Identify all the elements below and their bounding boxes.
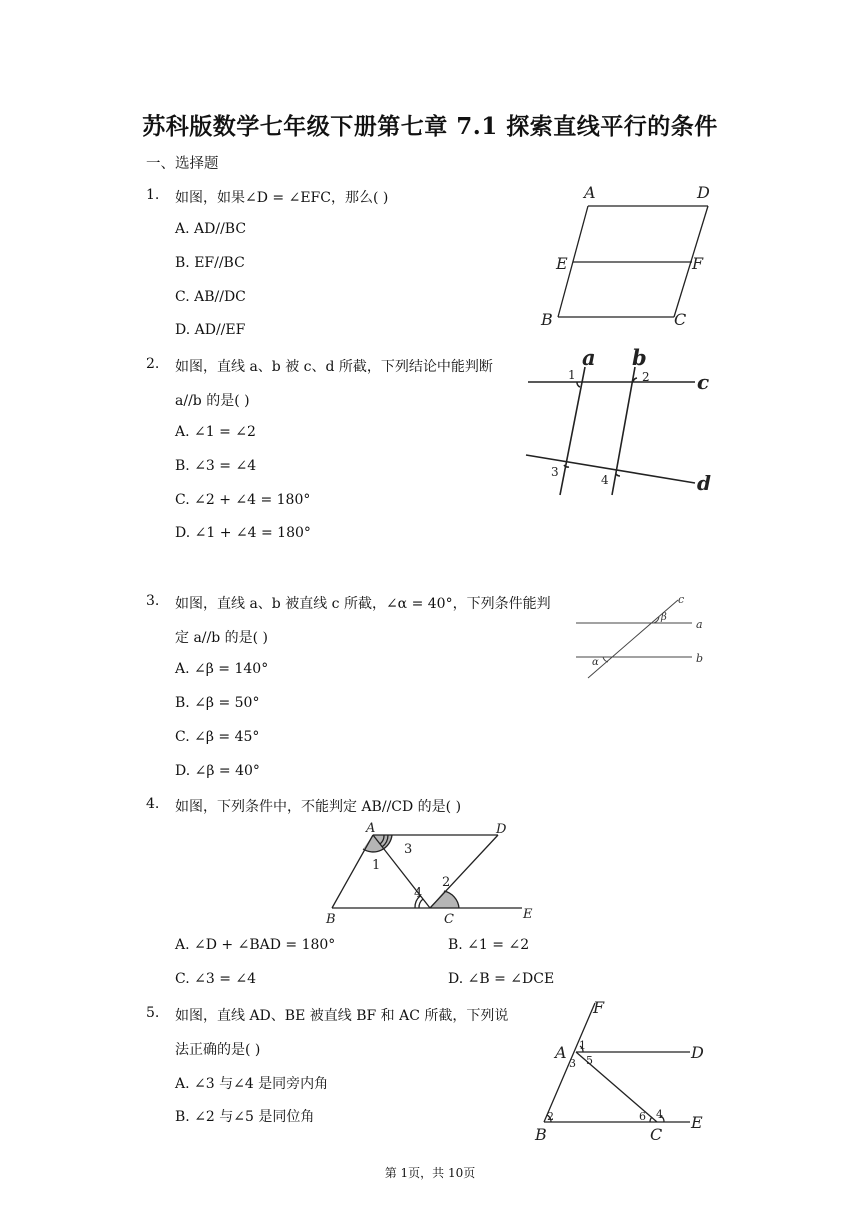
angle-3: 3: [404, 842, 413, 857]
figure-parallelogram-abcd: [530, 178, 730, 333]
question-stem: 法正确的是( ): [175, 1042, 261, 1058]
option-c: C. AB//DC: [175, 289, 246, 305]
option-c: C. ∠3 = ∠4: [175, 971, 257, 987]
label-C: C: [674, 310, 687, 329]
angle-2: 2: [547, 1110, 554, 1123]
figure-transversal-abc: [570, 590, 720, 685]
angle-1: 1: [372, 858, 381, 873]
label-A: A: [584, 183, 596, 202]
angle-beta: β: [661, 612, 667, 623]
option-b: B. ∠2 与∠5 是同位角: [175, 1109, 315, 1125]
angle-5: 5: [586, 1054, 593, 1067]
label-c: c: [678, 593, 685, 606]
label-A: A: [366, 821, 376, 836]
angle-4: 4: [601, 473, 609, 487]
option-a: A. ∠3 与∠4 是同旁内角: [175, 1076, 329, 1092]
label-b: b: [696, 652, 704, 665]
angle-2: 2: [442, 875, 451, 890]
angle-4: 4: [656, 1108, 663, 1121]
angle-1: 1: [579, 1039, 586, 1052]
label-B: B: [535, 1125, 547, 1144]
option-b: B. ∠1 = ∠2: [448, 937, 530, 953]
question-stem: 如图，直线 AD、BE 被直线 BF 和 AC 所截，下列说: [175, 1008, 509, 1024]
option-d: D. ∠B = ∠DCE: [448, 971, 555, 987]
question-number: 3.: [146, 593, 160, 609]
label-A: A: [555, 1043, 567, 1062]
figure-quadrilateral-abcd: [320, 818, 550, 930]
angle-3: 3: [551, 465, 559, 479]
figure-lines-abcd: [520, 345, 720, 505]
option-d: D. ∠β = 40°: [175, 763, 260, 779]
option-a: A. ∠1 = ∠2: [175, 424, 256, 440]
question-number: 5.: [146, 1005, 160, 1021]
figure-lines-ad-be: [525, 995, 715, 1145]
angle-2: 2: [642, 370, 650, 384]
label-B: B: [326, 912, 336, 927]
label-D: D: [691, 1043, 704, 1062]
question-number: 4.: [146, 796, 160, 812]
option-a: A. ∠D + ∠BAD = 180°: [175, 937, 336, 953]
question-stem: 定 a//b 的是( ): [175, 630, 269, 646]
option-c: C. ∠2 + ∠4 = 180°: [175, 492, 311, 508]
option-a: A. AD//BC: [175, 221, 247, 237]
label-C: C: [444, 912, 454, 927]
option-b: B. ∠3 = ∠4: [175, 458, 257, 474]
page-footer: 第 1页，共 10页: [384, 1166, 476, 1180]
angle-6: 6: [639, 1110, 646, 1123]
label-B: B: [541, 310, 553, 329]
label-E: E: [691, 1113, 703, 1132]
angle-3: 3: [569, 1057, 576, 1070]
label-E: E: [523, 907, 533, 922]
question-stem: 如图，下列条件中，不能判定 AB//CD 的是( ): [175, 799, 462, 815]
label-D: D: [496, 822, 507, 837]
label-a: a: [582, 345, 596, 370]
label-F: F: [593, 998, 605, 1017]
question-stem: 如图，直线 a、b 被 c、d 所截，下列结论中能判断: [175, 359, 493, 375]
option-c: C. ∠β = 45°: [175, 729, 260, 745]
label-F: F: [692, 254, 704, 273]
label-D: D: [697, 183, 710, 202]
label-b: b: [632, 345, 647, 370]
option-a: A. ∠β = 140°: [175, 661, 269, 677]
angle-alpha: α: [592, 657, 599, 668]
option-d: D. AD//EF: [175, 322, 246, 338]
label-C: C: [650, 1125, 663, 1144]
question-stem: 如图，直线 a、b 被直线 c 所截，∠α = 40°，下列条件能判: [175, 596, 551, 612]
question-stem: a//b 的是( ): [175, 393, 250, 409]
question-stem: 如图，如果∠D = ∠EFC，那么( ): [175, 190, 389, 206]
angle-1: 1: [568, 368, 576, 382]
label-c: c: [697, 370, 710, 394]
section-heading: 一、选择题: [146, 156, 219, 172]
option-b: B. ∠β = 50°: [175, 695, 260, 711]
label-E: E: [556, 254, 568, 273]
label-a: a: [696, 618, 703, 631]
question-number: 1.: [146, 187, 160, 203]
page-title: 苏科版数学七年级下册第七章 7.1 探索直线平行的条件: [142, 113, 718, 140]
option-b: B. EF//BC: [175, 255, 245, 271]
label-d: d: [697, 471, 711, 495]
option-d: D. ∠1 + ∠4 = 180°: [175, 525, 311, 541]
question-number: 2.: [146, 356, 160, 372]
angle-4: 4: [414, 886, 423, 901]
